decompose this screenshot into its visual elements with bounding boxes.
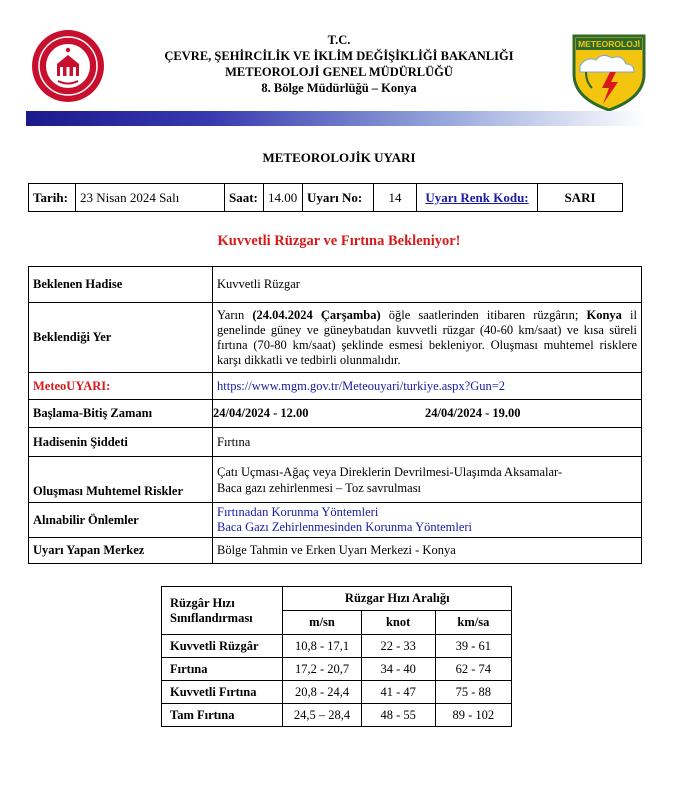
classification-header: Rüzgâr Hızı Sınıflandırması [162,587,283,635]
warning-info-table [28,183,623,212]
header-ministry: ÇEVRE, ŞEHİRCİLİK VE İKLİM DEĞİŞİKLİĞİ BAKANLIĞI [164,49,514,63]
header-regional-office: 8. Bölge Müdürlüğü – Konya [261,81,417,95]
table-row: Kuvvetli Fırtına 20,8 - 24,4 41 - 47 75 - 88 [162,681,512,704]
event-label: Beklenen Hadise [29,267,213,303]
measures-link-chimney-gas[interactable]: Baca Gazı Zehirlenmesinden Korunma Yöntemleri [217,520,472,534]
unit-kmh-header: km/sa [435,611,511,635]
warning-number-value: 14 [374,184,417,212]
header-tc: T.C. [327,33,351,47]
header-banner [26,111,646,126]
center-value: Bölge Tahmin ve Erken Uyarı Merkezi - Konya [213,538,642,564]
logo-right-text: METEOROLOJİ [578,39,640,49]
meteouyari-link[interactable]: https://www.mgm.gov.tr/Meteouyari/turkiye.aspx?Gun=2 [217,378,506,393]
unit-knot-header: knot [361,611,435,635]
risks-value: Çatı Uçması-Ağaç veya Direklerin Devrilmesi-Ulaşımda Aksamalar- Baca gazı zehirlenmesi – Toz savrulması [213,457,642,503]
end-time: 24/04/2024 - 19.00 [425,406,521,420]
warning-number-label: Uyarı No: [303,184,374,212]
color-code-link[interactable]: Uyarı Renk Kodu: [425,189,529,205]
meteouyari-label: MeteoUYARI: [29,373,213,400]
severity-value: Fırtına [213,428,642,457]
center-label: Uyarı Yapan Merkez [29,538,213,564]
measures-link-storm[interactable]: Fırtınadan Korunma Yöntemleri [217,505,379,519]
table-row: Tam Fırtına 24,5 – 28,4 48 - 55 89 - 102 [162,704,512,727]
warning-details-table [28,266,642,564]
date-label: Tarih: [29,184,76,212]
measures-label: Alınabilir Önlemler [29,503,213,538]
warning-headline: Kuvvetli Rüzgar ve Fırtına Bekleniyor! [217,233,461,249]
color-code-value: SARI [538,184,623,212]
severity-label: Hadisenin Şiddeti [29,428,213,457]
time-range-label: Başlama-Bitiş Zamanı [29,400,213,428]
event-value: Kuvvetli Rüzgar [213,267,642,303]
header-directorate: METEOROLOJİ GENEL MÜDÜRLÜĞÜ [225,65,453,79]
table-row: Kuvvetli Rüzgâr 10,8 - 17,1 22 - 33 39 - 61 [162,635,512,658]
time-value: 14.00 [264,184,303,212]
range-header: Rüzgar Hızı Aralığı [283,587,512,611]
start-time: 24/04/2024 - 12.00 [213,406,309,420]
wind-speed-table [161,586,512,727]
meteoroloji-logo [572,34,646,112]
unit-ms-header: m/sn [283,611,361,635]
risks-label: Oluşması Muhtemel Riskler [29,457,213,503]
place-description: Yarın (24.04.2024 Çarşamba) öğle saatlerinden itibaren rüzgârın; Konya il genelinde güney ve güneybatıdan kuvvetli rüzgar (40-60 km/saat) ve kısa süreli fırtına (70-80 km/saat) şeklinde esmesi bekleniyor. Oluşması muhtemel risklere karşı dikkatli ve tedbirli olunmalıdır. [213,303,642,373]
document-title: METEOROLOJİK UYARI [262,150,416,165]
date-value: 23 Nisan 2024 Salı [76,184,225,212]
table-row: Fırtına 17,2 - 20,7 34 - 40 62 - 74 [162,658,512,681]
time-label: Saat: [225,184,264,212]
place-label: Beklendiği Yer [29,303,213,373]
